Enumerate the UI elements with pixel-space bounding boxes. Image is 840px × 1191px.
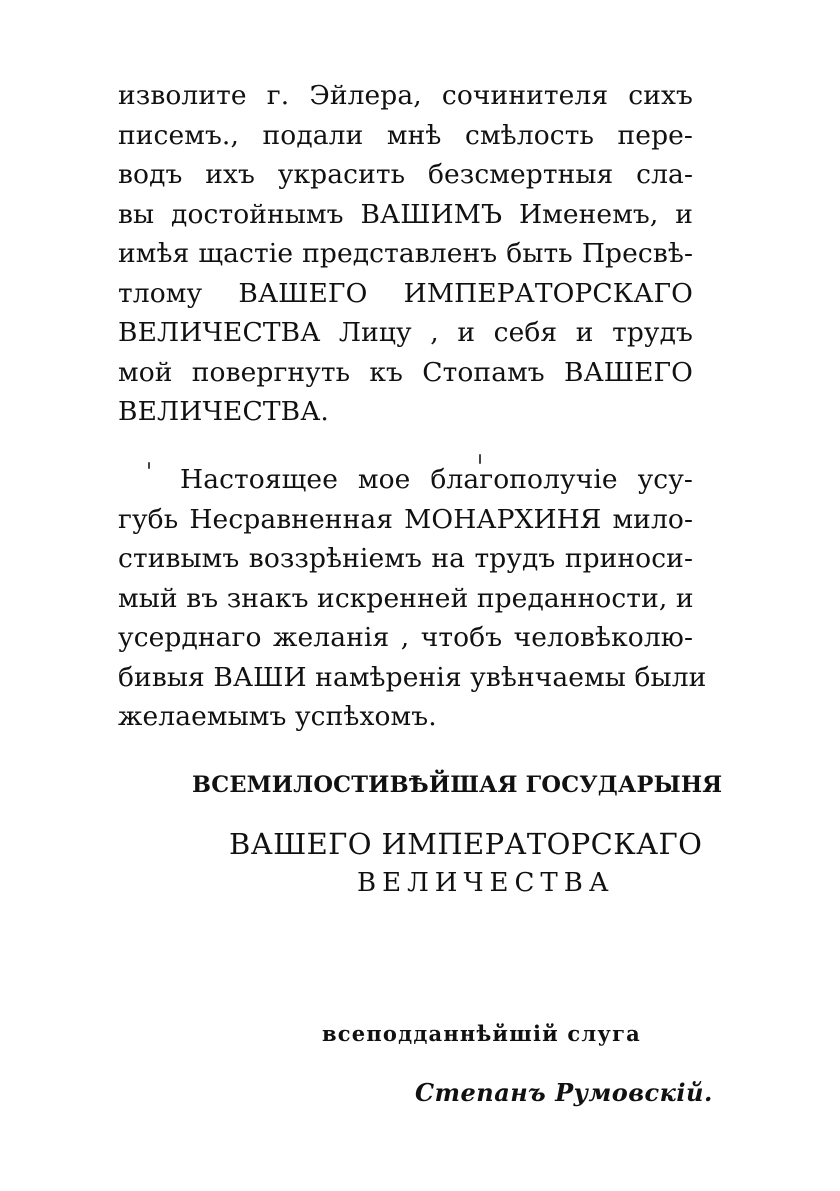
servant-line: всеподданнѣйшій слуга (322, 1021, 641, 1046)
text-line: ВЕЛИЧЕСТВА Лицу , и себя и трудъ (118, 317, 693, 348)
text-line: бивыя ВАШИ намѣренія увѣнчаемы были (118, 661, 707, 693)
text-line: мой повергнуть къ Стопамъ ВАШЕГО (118, 356, 693, 388)
signature: Степанъ Румовскій. (415, 1078, 713, 1107)
salutation: ВСЕМИЛОСТИВѢЙШАЯ ГОСУДАРЫНЯ (192, 772, 723, 798)
text-line: стивымъ воззрѣніемъ на трудъ приноси- (118, 543, 693, 574)
title-line-2: ВЕЛИЧЕСТВА (357, 868, 615, 898)
text-line: желаемымъ успѣхомъ. (118, 701, 437, 732)
ink-speck (479, 454, 481, 464)
text-line: водъ ихъ украсить безсмертныя сла- (118, 159, 693, 190)
text-line: имѣя щастіе представленъ быть Пресвѣ- (118, 238, 693, 269)
text-line: изволите г. Эйлера, сочинителя сихъ (118, 80, 693, 111)
title-line-1: ВАШЕГО ИМПЕРАТОРСКАГО (229, 827, 703, 861)
paragraph-dedication (118, 76, 693, 432)
text-line: губь Несравненная МОНАРХИНЯ мило- (118, 503, 693, 535)
text-line: Настоящее мое благополучіе усу- (180, 464, 693, 495)
text-line: тлому ВАШЕГО ИМПЕРАТОРСКАГО (118, 277, 693, 309)
text-line: вы достойнымъ ВАШИМЪ Именемъ, и (118, 198, 693, 230)
text-line: ВЕЛИЧЕСТВА. (118, 396, 329, 427)
paragraph-wellbeing (118, 460, 707, 737)
text-line: мый въ знакъ искренней преданности, и (118, 582, 694, 614)
ink-speck (148, 462, 150, 469)
text-line: писемъ., подали мнѣ смѣлость пере- (118, 119, 693, 151)
text-line: усерднаго желанія , чтобъ человѣколю- (118, 622, 693, 653)
